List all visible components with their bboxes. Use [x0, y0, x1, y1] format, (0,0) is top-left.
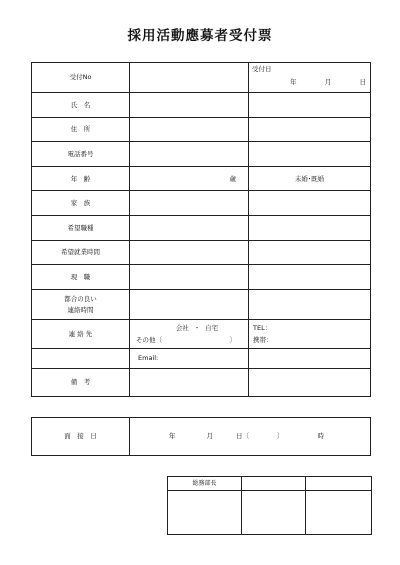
- family-value[interactable]: [130, 191, 249, 216]
- approval-stamp-3[interactable]: [306, 491, 372, 535]
- email-cell[interactable]: [130, 348, 249, 368]
- name-value[interactable]: [130, 93, 249, 118]
- receipt-date-month: 月: [324, 78, 332, 87]
- desired-hours-label: 希望就業時間: [32, 240, 130, 265]
- desired-hours-extra[interactable]: [249, 240, 371, 265]
- interview-date-cell[interactable]: [130, 418, 371, 456]
- dept-head-label: 総務部長: [168, 477, 242, 491]
- desired-job-value[interactable]: [130, 215, 249, 240]
- receipt-date-cell[interactable]: [249, 63, 371, 93]
- convenient-time-extra[interactable]: [249, 289, 371, 319]
- mobile-label: 携帯：: [253, 335, 273, 344]
- contact-company-home: 会社 ･ 自宅: [175, 323, 219, 332]
- email-row-blank: [32, 348, 130, 368]
- tel-label: TEL：: [253, 323, 272, 332]
- email-label: Email:: [138, 354, 159, 363]
- interview-day-close: 〕: [277, 432, 284, 441]
- applicant-table: [31, 62, 371, 397]
- interview-year: 年: [169, 432, 176, 441]
- contact-other: その他〔: [136, 335, 162, 344]
- receipt-no-value[interactable]: [130, 63, 249, 93]
- convenient-time-value[interactable]: [130, 289, 249, 319]
- address-label: 住 所: [32, 117, 130, 142]
- desired-job-extra[interactable]: [249, 215, 371, 240]
- interview-day-open: 日〔: [236, 432, 249, 441]
- approval-table: [167, 476, 372, 535]
- convenient-time-label: [32, 289, 130, 319]
- phone-value[interactable]: [130, 142, 249, 167]
- receipt-no-label: 受付No: [32, 63, 130, 93]
- contact-type-cell[interactable]: [130, 319, 249, 348]
- current-job-value[interactable]: [130, 265, 249, 290]
- phone-label: 電話番号: [32, 142, 130, 167]
- remarks-extra[interactable]: [249, 368, 371, 396]
- approval-header-3: [306, 477, 372, 491]
- interview-month: 月: [206, 432, 213, 441]
- approval-stamp-2[interactable]: [242, 491, 306, 535]
- remarks-value[interactable]: [130, 368, 249, 396]
- phone-extra[interactable]: [249, 142, 371, 167]
- contact-label: 連 絡 先: [32, 319, 130, 348]
- interview-table: [31, 417, 371, 456]
- contact-phone-cell[interactable]: [249, 319, 371, 348]
- receipt-date-day: 日: [359, 78, 366, 87]
- dept-head-stamp[interactable]: [168, 491, 242, 535]
- convenient-time-label-line2: 連絡時間: [67, 305, 94, 314]
- desired-hours-value[interactable]: [130, 240, 249, 265]
- receipt-date-label: 受付日: [252, 65, 272, 73]
- receipt-date-year: 年: [290, 78, 297, 87]
- interview-label: 面 接 日: [32, 418, 130, 456]
- family-label: 家 族: [32, 191, 130, 216]
- marital-status[interactable]: 未婚･既婚: [249, 166, 371, 191]
- address-value[interactable]: [130, 117, 249, 142]
- contact-other-close: 〕: [229, 335, 236, 344]
- form-title: 採用活動應募者受付票: [127, 28, 273, 44]
- current-job-label: 現 職: [32, 265, 130, 290]
- age-unit: 歳: [229, 174, 236, 183]
- address-extra[interactable]: [249, 117, 371, 142]
- age-value[interactable]: [130, 166, 249, 191]
- current-job-extra[interactable]: [249, 265, 371, 290]
- interview-hour: 時: [317, 432, 324, 441]
- age-label: 年 齢: [32, 166, 130, 191]
- email-extra[interactable]: [249, 348, 371, 368]
- approval-header-2: [242, 477, 306, 491]
- desired-job-label: 希望職種: [32, 215, 130, 240]
- name-extra[interactable]: [249, 93, 371, 118]
- name-label: 氏 名: [32, 93, 130, 118]
- family-extra[interactable]: [249, 191, 371, 216]
- remarks-label: 備 考: [32, 368, 130, 396]
- convenient-time-label-line1: 都合の良い: [64, 294, 97, 303]
